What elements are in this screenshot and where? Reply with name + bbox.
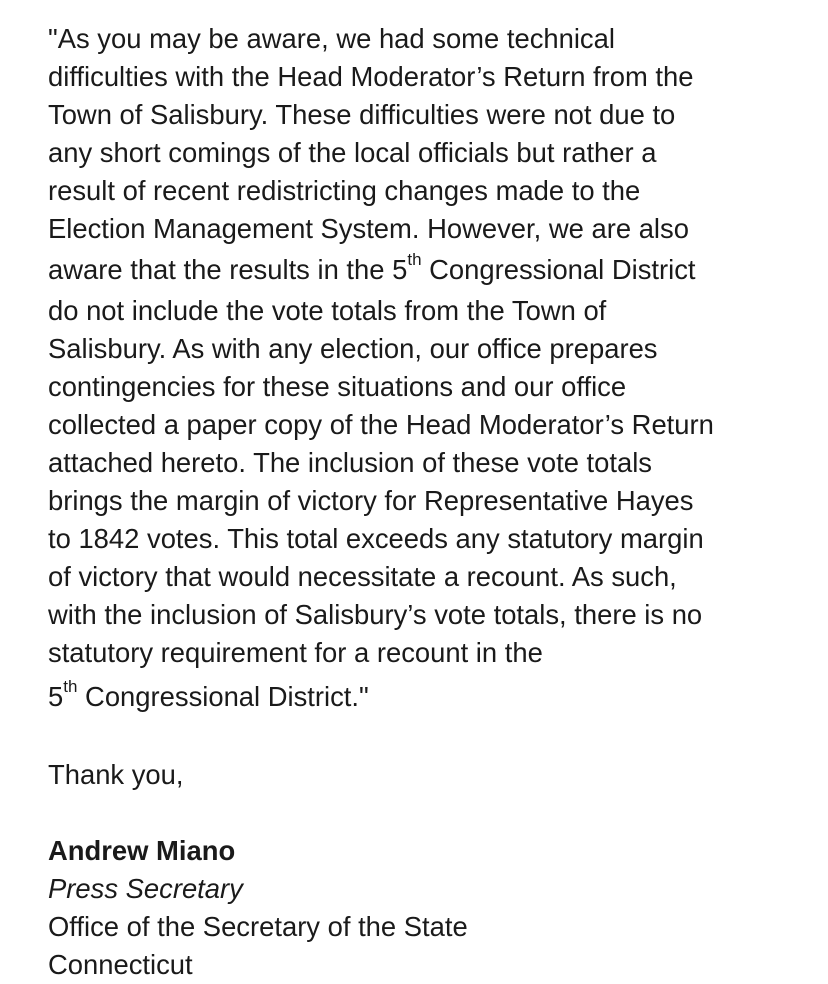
statement-line-3: Town of Salisbury. These difficulties were not due to [48, 99, 676, 130]
statement-line-9: Salisbury. As with any election, our office prepares [48, 333, 658, 364]
statement-line-18-text: 5 [48, 681, 64, 712]
statement-line-10: contingencies for these situations and our office [48, 371, 627, 402]
closing-text: Thank you, [48, 759, 184, 790]
statement-line-2: difficulties with the Head Moderator’s Return from the [48, 61, 694, 92]
statement-line-7-text: aware that the results in the 5 [48, 254, 408, 285]
signatory-title: Press Secretary [48, 873, 243, 904]
statement-line-12: attached hereto. The inclusion of these vote totals [48, 447, 652, 478]
statement-line-4: any short comings of the local officials but rather a [48, 137, 657, 168]
statement-line-15: of victory that would necessitate a recount. As such, [48, 561, 677, 592]
statement-line-7-rest: Congressional District [421, 254, 696, 285]
statement-line-18-rest: Congressional District." [77, 681, 369, 712]
signatory-name: Andrew Miano [48, 835, 236, 866]
ordinal-suffix: th [407, 249, 422, 269]
statement-body [48, 20, 818, 718]
statement-line-16: with the inclusion of Salisbury’s vote totals, there is no [48, 599, 703, 630]
statement-line-13: brings the margin of victory for Representative Hayes [48, 485, 694, 516]
statement-line-6: Election Management System. However, we are also [48, 213, 689, 244]
ordinal-suffix: th [63, 676, 78, 696]
signatory-state: Connecticut [48, 949, 193, 980]
statement-line-7 [48, 248, 818, 292]
statement-line-1: "As you may be aware, we had some technical [48, 23, 615, 54]
press-statement [48, 20, 818, 984]
statement-line-14: to 1842 votes. This total exceeds any statutory margin [48, 523, 704, 554]
statement-line-5: result of recent redistricting changes made to the [48, 175, 641, 206]
signatory-office: Office of the Secretary of the State [48, 911, 468, 942]
statement-line-8: do not include the vote totals from the Town of [48, 295, 607, 326]
signature-block [48, 832, 818, 984]
statement-line-18 [48, 672, 818, 718]
statement-line-11: collected a paper copy of the Head Moderator’s Return [48, 409, 714, 440]
statement-line-17: statutory requirement for a recount in the [48, 637, 543, 668]
